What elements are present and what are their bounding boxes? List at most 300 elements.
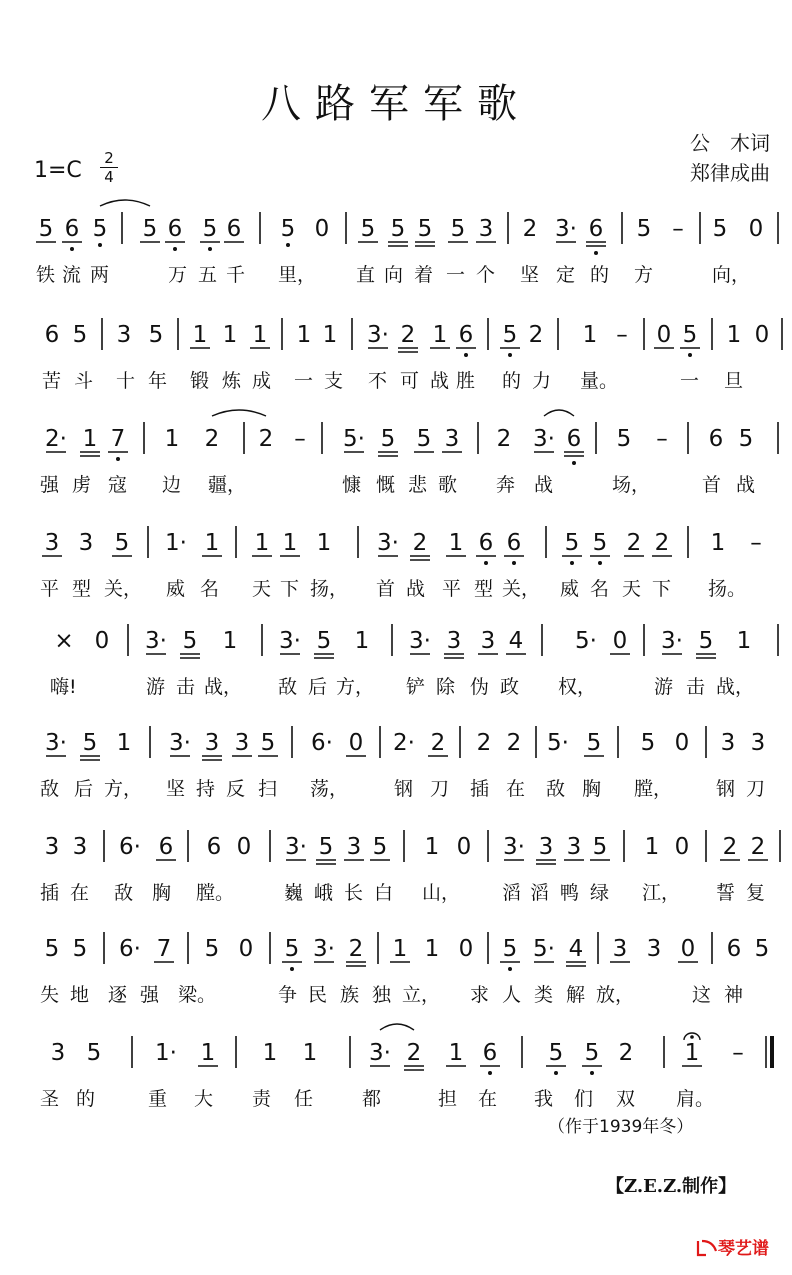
lyric-char: 慷	[342, 474, 362, 496]
note: 1	[726, 322, 742, 348]
lyric-char: 名	[590, 578, 610, 600]
lyric-char: 膛，	[634, 778, 673, 800]
notation-row	[0, 418, 792, 478]
footnote: （作于1939年冬）	[548, 1117, 694, 1137]
note: 5	[417, 216, 433, 242]
note: 3·	[503, 834, 525, 860]
lyric-char: 战	[736, 474, 756, 496]
note: 6·	[119, 834, 141, 860]
note: 6	[588, 216, 604, 242]
lyric-char: 任	[294, 1088, 314, 1110]
lyric-char: 的	[590, 264, 610, 286]
note: 2	[506, 730, 522, 756]
lyric-char: 型	[474, 578, 494, 600]
lyric-char: 民	[308, 984, 328, 1006]
note: 3	[204, 730, 220, 756]
note: 3·	[285, 834, 307, 860]
tie-arc	[544, 410, 574, 416]
note: 5	[592, 530, 608, 556]
low-octave-dot	[484, 561, 488, 565]
note: 5·	[533, 936, 555, 962]
notation-row	[0, 928, 792, 988]
low-octave-dot	[590, 1071, 594, 1075]
low-octave-dot	[464, 353, 468, 357]
note: 3	[44, 834, 60, 860]
note: 0	[674, 834, 690, 860]
note: 6	[482, 1040, 498, 1066]
notation-row	[0, 620, 792, 680]
lyric-char: 直	[356, 264, 376, 286]
notation-row	[0, 522, 792, 582]
note: 1	[200, 1040, 216, 1066]
note: 5	[682, 322, 698, 348]
lyric-char: 失	[40, 984, 60, 1006]
low-octave-dot	[70, 247, 74, 251]
lyric-char: 天	[252, 578, 272, 600]
note: 1	[254, 530, 270, 556]
lyric-char: 肩。	[676, 1088, 715, 1110]
note: 1	[684, 1040, 700, 1066]
lyric-char: 誓	[716, 882, 736, 904]
notation-row	[0, 826, 792, 886]
note: 3	[646, 936, 662, 962]
note: 1	[116, 730, 132, 756]
lyric-row	[0, 574, 792, 602]
lyric-char: 战	[534, 474, 554, 496]
lyric-char: 插	[40, 882, 60, 904]
lyric-char: 边	[162, 474, 182, 496]
lyric-row	[0, 260, 792, 288]
lyric-char: 我	[534, 1088, 554, 1110]
note: 5	[372, 834, 388, 860]
lyric-char: 刀	[746, 778, 766, 800]
note: 1	[316, 530, 332, 556]
note: 5	[564, 530, 580, 556]
tie-arc	[212, 410, 266, 416]
lyric-char: 炼	[222, 370, 242, 392]
lyric-char: 向	[384, 264, 404, 286]
note: 1	[262, 1040, 278, 1066]
note: –	[750, 530, 762, 556]
note: 5	[450, 216, 466, 242]
note: 3	[446, 628, 462, 654]
lyric-char: 成	[252, 370, 272, 392]
low-octave-dot	[572, 461, 576, 465]
note: 3·	[555, 216, 577, 242]
lyric-char: 慨	[376, 474, 396, 496]
lyric-char: 求	[470, 984, 490, 1006]
note: 0	[236, 834, 252, 860]
lyric-row	[0, 366, 792, 394]
notation-row-svg	[0, 208, 792, 268]
note: 3	[234, 730, 250, 756]
lyric-char: 胜	[456, 370, 476, 392]
lyric-char: 除	[436, 676, 456, 698]
lyric-char: 圣	[40, 1088, 60, 1110]
lyric-char: 首	[702, 474, 722, 496]
note: 5	[360, 216, 376, 242]
low-octave-dot	[116, 457, 120, 461]
note: 6	[158, 834, 174, 860]
note: 1	[252, 322, 268, 348]
notation-row-svg	[0, 826, 792, 886]
note: 3	[72, 834, 88, 860]
note: 5	[636, 216, 652, 242]
lyric-char: 击	[176, 676, 196, 698]
note: 3	[50, 1040, 66, 1066]
note: 0	[680, 936, 696, 962]
lyric-char: 寇	[108, 474, 128, 496]
note: 5	[640, 730, 656, 756]
note: 2	[476, 730, 492, 756]
notation-row	[0, 208, 792, 268]
lyric-char: 复	[746, 882, 766, 904]
note: 2	[496, 426, 512, 452]
lyric-char: 伪	[470, 676, 490, 698]
note: 1	[644, 834, 660, 860]
note: 6	[458, 322, 474, 348]
note: 1	[192, 322, 208, 348]
notation-row-svg	[0, 1032, 792, 1092]
note: 5	[548, 1040, 564, 1066]
note: 5	[82, 730, 98, 756]
lyric-char: 们	[574, 1088, 594, 1110]
lyric-row	[0, 470, 792, 498]
note: 0	[612, 628, 628, 654]
low-octave-dot	[554, 1071, 558, 1075]
lyric-char: 方	[634, 264, 654, 286]
low-octave-dot	[512, 561, 516, 565]
note: 5	[754, 936, 770, 962]
note: 1	[354, 628, 370, 654]
lyric-char: 权，	[558, 676, 597, 698]
note: 6	[64, 216, 80, 242]
lyric-char: 山，	[422, 882, 461, 904]
note: 1	[82, 426, 98, 452]
lyric-char: 江，	[642, 882, 681, 904]
lyric-char: 的	[76, 1088, 96, 1110]
low-octave-dot	[290, 967, 294, 971]
lyric-char: 威	[560, 578, 580, 600]
lyric-char: 战，	[204, 676, 243, 698]
lyric-char: 千	[226, 264, 246, 286]
note: 2	[626, 530, 642, 556]
note: 6	[167, 216, 183, 242]
lyric-char: 虏	[72, 474, 92, 496]
note: 1	[392, 936, 408, 962]
lyric-row	[0, 672, 792, 700]
lyric-char: 支	[324, 370, 344, 392]
lyric-char: 战，	[716, 676, 755, 698]
lyric-char: 坚	[520, 264, 540, 286]
note: 2	[348, 936, 364, 962]
note: 1	[302, 1040, 318, 1066]
note: 6	[708, 426, 724, 452]
note: 5	[72, 322, 88, 348]
lyric-char: 个	[476, 264, 496, 286]
note: 1	[448, 1040, 464, 1066]
note: 1	[448, 530, 464, 556]
note: 5	[592, 834, 608, 860]
note: 3	[480, 628, 496, 654]
low-octave-dot	[173, 247, 177, 251]
lyric-char: 名	[200, 578, 220, 600]
lyric-char: 滔	[530, 882, 550, 904]
note: 5	[586, 730, 602, 756]
note: 2	[412, 530, 428, 556]
lyric-char: 平	[40, 578, 60, 600]
note: 6	[226, 216, 242, 242]
note: ×	[54, 628, 74, 654]
lyric-char: 一	[680, 370, 700, 392]
lyric-char: 可	[400, 370, 420, 392]
note: 3·	[313, 936, 335, 962]
lyric-char: 关，	[104, 578, 143, 600]
lyric-char: 独	[372, 984, 392, 1006]
note: 2·	[45, 426, 67, 452]
lyric-char: 争	[278, 984, 298, 1006]
lyric-char: 扬，	[310, 578, 349, 600]
lyric-char: 坚	[166, 778, 186, 800]
credits	[690, 128, 770, 188]
note: 2	[522, 216, 538, 242]
low-octave-dot	[594, 251, 598, 255]
lyric-char: 平	[442, 578, 462, 600]
notation-row	[0, 722, 792, 782]
lyric-char: 万	[168, 264, 188, 286]
note: 1	[282, 530, 298, 556]
note: 2	[406, 1040, 422, 1066]
low-octave-dot	[98, 243, 102, 247]
note: 0	[456, 834, 472, 860]
maker-credit: 【Z.E.Z.制作】	[606, 1176, 737, 1197]
lyric-char: 一	[294, 370, 314, 392]
lyric-char: 都	[362, 1088, 382, 1110]
lyric-char: 天	[622, 578, 642, 600]
note: 2	[204, 426, 220, 452]
tie-arc	[380, 1024, 414, 1030]
lyric-char: 敌	[40, 778, 60, 800]
note: 5	[280, 216, 296, 242]
note: 3	[538, 834, 554, 860]
lyric-char: 峨	[314, 882, 334, 904]
lyric-char: 荡，	[310, 778, 349, 800]
note: 6	[478, 530, 494, 556]
note: 3·	[45, 730, 67, 756]
note: 0	[754, 322, 770, 348]
lyric-char: 这	[692, 984, 712, 1006]
note: –	[732, 1040, 744, 1066]
lyric-char: 年	[148, 370, 168, 392]
note: 1	[736, 628, 752, 654]
lyric-char: 放，	[596, 984, 635, 1006]
lyric-char: 下	[652, 578, 672, 600]
note: –	[656, 426, 668, 452]
note: 5	[738, 426, 754, 452]
lyric-char: 游	[146, 676, 166, 698]
lyric-char: 鸭	[560, 882, 580, 904]
lyric-char: 型	[72, 578, 92, 600]
note: 5	[390, 216, 406, 242]
note: 5	[712, 216, 728, 242]
notation-row-svg	[0, 620, 792, 680]
note: 5	[182, 628, 198, 654]
fermata-dot	[690, 1035, 694, 1039]
note: 1	[710, 530, 726, 556]
note: 5	[416, 426, 432, 452]
lyric-char: 长	[344, 882, 364, 904]
notation-row-svg	[0, 722, 792, 782]
song-title: 八路军军歌	[261, 81, 531, 127]
lyric-char: 滔	[502, 882, 522, 904]
note: 5	[114, 530, 130, 556]
lyric-char: 量。	[580, 370, 619, 392]
note: 5	[202, 216, 218, 242]
note: 3	[478, 216, 494, 242]
lyric-char: 十	[116, 370, 136, 392]
low-octave-dot	[508, 967, 512, 971]
note: 0	[348, 730, 364, 756]
lyric-char: 担	[438, 1088, 458, 1110]
lyric-char: 膛。	[196, 882, 235, 904]
lyric-row	[0, 878, 792, 906]
lyric-char: 铲	[406, 676, 426, 698]
time-signature-denominator: 4	[104, 168, 114, 186]
lyric-char: 强	[40, 474, 60, 496]
lyric-char: 敌	[114, 882, 134, 904]
note: –	[672, 216, 684, 242]
lyric-char: 钢	[394, 778, 414, 800]
tie-arc	[100, 200, 150, 206]
lyric-char: 神	[724, 984, 744, 1006]
lyric-row	[0, 774, 792, 802]
lyric-char: 扬。	[708, 578, 747, 600]
note: 1	[582, 322, 598, 348]
lyric-char: 悲	[408, 474, 428, 496]
note: 2	[618, 1040, 634, 1066]
note: 3	[78, 530, 94, 556]
lyric-char: 方，	[104, 778, 143, 800]
note: 0	[748, 216, 764, 242]
lyric-char: 扫	[258, 778, 278, 800]
note: 3·	[533, 426, 555, 452]
note: 5	[318, 834, 334, 860]
notation-row-svg	[0, 314, 792, 374]
note: 4	[568, 936, 584, 962]
note: 1	[204, 530, 220, 556]
lyric-char: 流	[62, 264, 82, 286]
lyric-char: 在	[506, 778, 526, 800]
low-octave-dot	[598, 561, 602, 565]
lyric-char: 奔	[496, 474, 516, 496]
lyric-char: 大	[194, 1088, 214, 1110]
time-signature-numerator: 2	[104, 149, 114, 167]
note: 2	[430, 730, 446, 756]
lyric-char: 后	[308, 676, 328, 698]
lyric-char: 击	[686, 676, 706, 698]
note: –	[294, 426, 306, 452]
note: 7	[110, 426, 126, 452]
note: 3·	[367, 322, 389, 348]
notation-row-svg	[0, 522, 792, 582]
note: 1	[296, 322, 312, 348]
lyric-char: 重	[148, 1088, 168, 1110]
lyric-char: 不	[368, 370, 388, 392]
lyric-char: 在	[70, 882, 90, 904]
note: 5	[86, 1040, 102, 1066]
lyric-char: 斗	[74, 370, 94, 392]
note: 5	[38, 216, 54, 242]
note: 2	[258, 426, 274, 452]
lyricist-credit: 公 木词	[690, 131, 770, 155]
note: 5	[260, 730, 276, 756]
lyric-char: 首	[376, 578, 396, 600]
lyric-char: 向，	[712, 264, 751, 286]
low-octave-dot	[488, 1071, 492, 1075]
note: 3·	[279, 628, 301, 654]
note: 3·	[369, 1040, 391, 1066]
lyric-char: 场，	[612, 474, 651, 496]
lyric-char: 五	[198, 264, 218, 286]
note: 2·	[393, 730, 415, 756]
note: 0	[656, 322, 672, 348]
note: 5	[284, 936, 300, 962]
lyric-char: 旦	[724, 370, 744, 392]
lyric-char: 胸	[582, 778, 602, 800]
note: 2	[722, 834, 738, 860]
lyric-char: 着	[414, 264, 434, 286]
low-octave-dot	[570, 561, 574, 565]
lyric-char: 敌	[278, 676, 298, 698]
lyric-char: 后	[74, 778, 94, 800]
lyric-char: 白	[374, 882, 394, 904]
note: 5	[380, 426, 396, 452]
note: 5·	[575, 628, 597, 654]
low-octave-dot	[508, 353, 512, 357]
lyric-char: 责	[252, 1088, 272, 1110]
lyric-char: 刀	[430, 778, 450, 800]
note: 5	[698, 628, 714, 654]
note: 1	[424, 936, 440, 962]
note: 5·	[547, 730, 569, 756]
note: 2	[750, 834, 766, 860]
note: 3	[116, 322, 132, 348]
note: 0	[238, 936, 254, 962]
note: 5	[502, 936, 518, 962]
lyric-char: 方，	[336, 676, 375, 698]
note: 6	[44, 322, 60, 348]
lyric-char: 战	[430, 370, 450, 392]
note: 6	[206, 834, 222, 860]
lyric-char: 强	[140, 984, 160, 1006]
note: 3	[444, 426, 460, 452]
low-octave-dot	[286, 243, 290, 247]
lyric-char: 游	[654, 676, 674, 698]
note: 2	[654, 530, 670, 556]
note: 0	[94, 628, 110, 654]
note: 5	[92, 216, 108, 242]
lyric-char: 关，	[502, 578, 541, 600]
lyric-char: 钢	[716, 778, 736, 800]
note: 6·	[119, 936, 141, 962]
lyric-char: 梁。	[178, 984, 217, 1006]
note: 3·	[377, 530, 399, 556]
lyric-char: 一	[446, 264, 466, 286]
note: 1	[322, 322, 338, 348]
logo-text: 琴艺谱	[718, 1239, 769, 1259]
lyric-char: 锻	[190, 370, 210, 392]
note: 3	[566, 834, 582, 860]
